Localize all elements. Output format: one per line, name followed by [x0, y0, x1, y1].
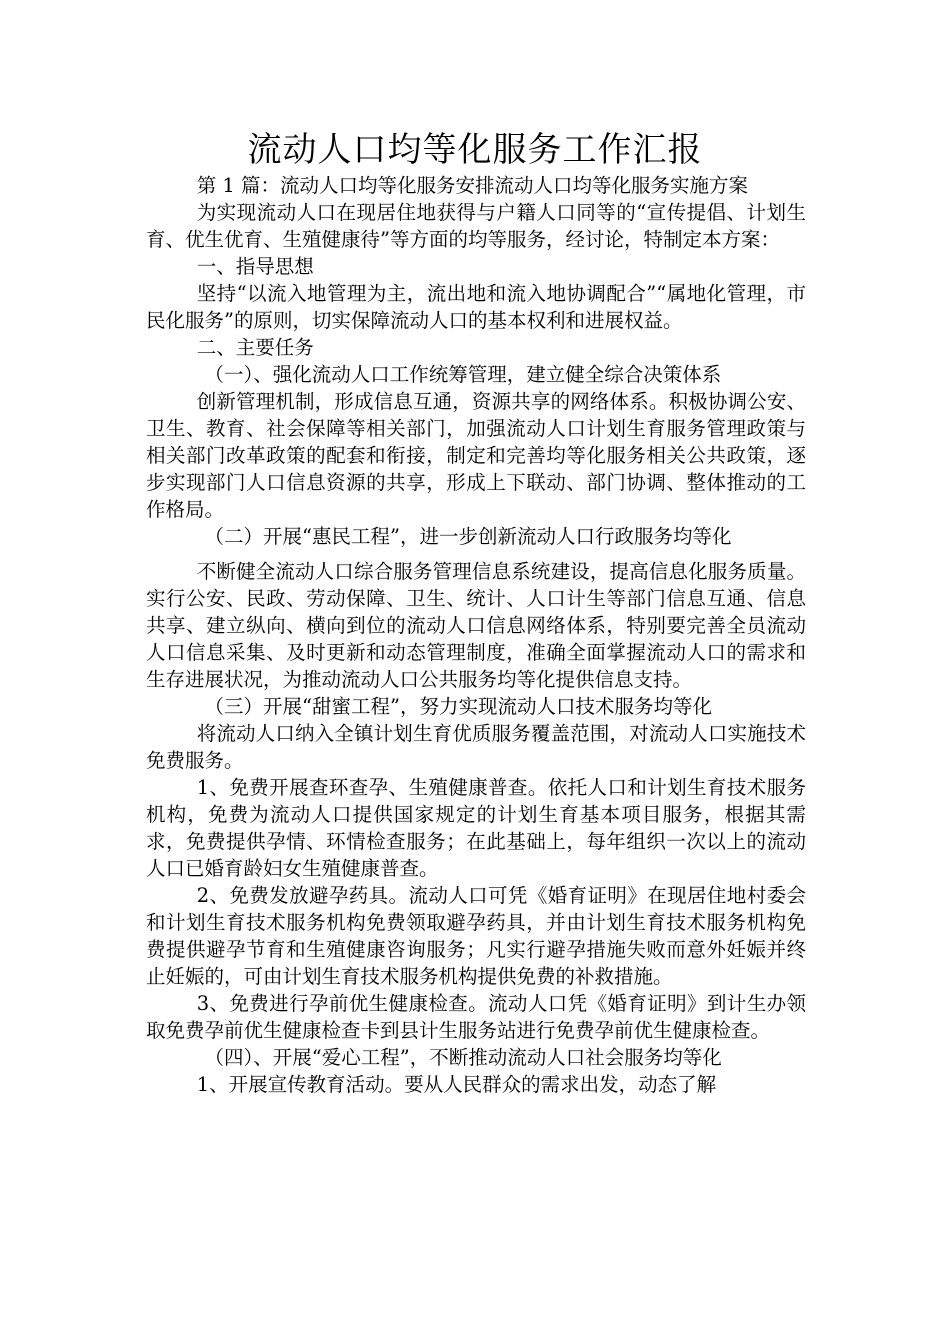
document-paragraph: （一）、强化流动人口工作统筹管理，建立健全综合决策体系 — [204, 363, 722, 386]
document-paragraph: （四）、开展“爱心工程”，不断推动流动人口社会服务均等化 — [204, 1046, 722, 1069]
document-paragraph: 二、主要任务 — [196, 336, 314, 359]
document-paragraph: （三）开展“甜蜜工程”，努力实现流动人口技术服务均等化 — [204, 695, 712, 718]
document-paragraph: 1、免费开展查环查孕、生殖健康普查。依托人口和计划生育技术服务机构，免费为流动人口提供国家规定的计划生育基本项目服务，根据其需求，免费提供孕情、环情检查服务；在此基础上，每年组织一次以上的流动人口已婚育龄妇女生殖健康普查。 — [146, 776, 806, 880]
document-paragraph: 1、开展宣传教育活动。要从人民群众的需求出发，动态了解 — [196, 1073, 717, 1096]
document-title: 流动人口均等化服务工作汇报 — [247, 130, 703, 170]
document-body — [146, 172, 806, 1098]
document-paragraph: 第 1 篇：流动人口均等化服务安排流动人口均等化服务实施方案 — [196, 174, 748, 197]
document-paragraph: 创新管理机制，形成信息互通，资源共享的网络体系。积极协调公安、卫生、教育、社会保障等相关部门，加强流动人口计划生育服务管理政策与相关部门改革政策的配套和衔接，制定和完善均等化服务相关公共政策，逐步实现部门人口信息资源的共享，形成上下联动、部门协调、整体推动的工作格局。 — [146, 390, 806, 521]
document-paragraph: （二）开展“惠民工程”，进一步创新流动人口行政服务均等化 — [204, 525, 732, 548]
document-paragraph: 将流动人口纳入全镇计划生育优质服务覆盖范围，对流动人口实施技术免费服务。 — [146, 722, 806, 772]
document-paragraph: 不断健全流动人口综合服务管理信息系统建设，提高信息化服务质量。实行公安、民政、劳动保障、卫生、统计、人口计生等部门信息互通、信息共享、建立纵向、横向到位的流动人口信息网络体系，特别要完善全员流动人口信息采集、及时更新和动态管理制度，准确全面掌握流动人口的需求和生存进展状况，为推动流动人口公共服务均等化提供信息支持。 — [146, 560, 806, 691]
document-paragraph: 3、免费进行孕前优生健康检查。流动人口凭《婚育证明》到计生办领取免费孕前优生健康检查卡到县计生服务站进行免费孕前优生健康检查。 — [146, 992, 806, 1042]
document-paragraph: 为实现流动人口在现居住地获得与户籍人口同等的“宣传提倡、计划生育、优生优育、生殖健康待”等方面的均等服务，经讨论，特制定本方案： — [146, 201, 806, 251]
document-paragraph: 2、免费发放避孕药具。流动人口可凭《婚育证明》在现居住地村委会和计划生育技术服务机构免费领取避孕药具，并由计划生育技术服务机构免费提供避孕节育和生殖健康咨询服务；凡实行避孕措施失败而意外妊娠并终止妊娠的，可由计划生育技术服务机构提供免费的补救措施。 — [146, 884, 806, 988]
document-paragraph: 坚持“以流入地管理为主，流出地和流入地协调配合”“属地化管理，市民化服务”的原则，切实保障流动人口的基本权利和进展权益。 — [146, 282, 806, 332]
document-paragraph: 一、指导思想 — [196, 255, 314, 278]
